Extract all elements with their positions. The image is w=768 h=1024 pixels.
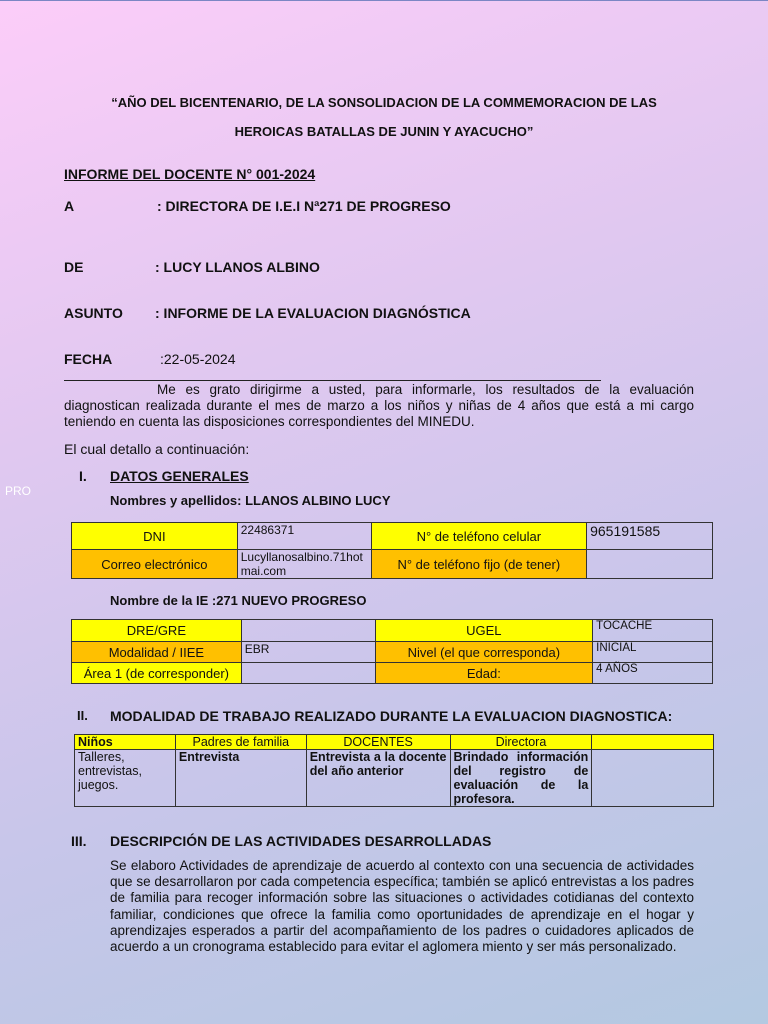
level-label: Nivel (el que corresponda) bbox=[375, 642, 593, 663]
watermark-text: PRO bbox=[5, 484, 32, 498]
section2-number: II. bbox=[77, 708, 88, 723]
detail-line: El cual detallo a continuación: bbox=[64, 441, 250, 457]
area-value bbox=[241, 663, 375, 684]
table-row bbox=[72, 620, 713, 642]
section3-number: III. bbox=[71, 833, 87, 849]
to-label: A bbox=[64, 198, 75, 214]
date-value: :22-05-2024 bbox=[160, 351, 236, 367]
table-row bbox=[75, 735, 714, 750]
ugel-label: UGEL bbox=[375, 620, 593, 642]
separator-line bbox=[64, 380, 601, 381]
cellphone-label: N° de teléfono celular bbox=[371, 523, 587, 550]
header-line-2: HEROICAS BATALLAS DE JUNIN Y AYACUCHO” bbox=[234, 124, 534, 139]
parents-activities: Entrevista bbox=[175, 750, 306, 807]
landline-label: N° de teléfono fijo (de tener) bbox=[371, 550, 587, 579]
table-row bbox=[72, 642, 713, 663]
section1-number: I. bbox=[79, 468, 87, 484]
level-value: INICIAL bbox=[593, 642, 713, 663]
email-label: Correo electrónico bbox=[72, 550, 238, 579]
section2-title: MODALIDAD DE TRABAJO REALIZADO DURANTE LA EVALUACION DIAGNOSTICA: bbox=[110, 708, 673, 724]
from-label: DE bbox=[64, 259, 84, 275]
names-line: Nombres y apellidos: LLANOS ALBINO LUCY bbox=[110, 493, 391, 508]
general-data-table bbox=[71, 522, 713, 579]
empty-cell bbox=[592, 750, 714, 807]
table-row bbox=[72, 663, 713, 684]
work-modality-table bbox=[74, 734, 714, 807]
age-value: 4 AÑOS bbox=[593, 663, 713, 684]
header-line-1: “AÑO DEL BICENTENARIO, DE LA SONSOLIDACION DE LA COMMEMORACION DE LAS bbox=[111, 95, 657, 110]
institution-table bbox=[71, 619, 713, 684]
area-label: Área 1 (de corresponder) bbox=[72, 663, 242, 684]
cellphone-value: 965191585 bbox=[587, 523, 713, 550]
dre-label: DRE/GRE bbox=[72, 620, 242, 642]
intro-paragraph: Me es grato dirigirme a usted, para informarle, los resultados de la evaluación diagnostican realizada durante el mes de marzo a los niños y niñas de 4 años que está a mi cargo teniendo en cuenta las disposiciones correspondientes del MINEDU. bbox=[64, 382, 694, 430]
landline-value bbox=[587, 550, 713, 579]
table-row bbox=[75, 750, 714, 807]
modality-value: EBR bbox=[241, 642, 375, 663]
dni-value: 22486371 bbox=[237, 523, 371, 550]
section1-title: DATOS GENERALES bbox=[110, 468, 249, 484]
date-label: FECHA bbox=[64, 351, 113, 367]
header-parents: Padres de familia bbox=[175, 735, 306, 750]
modality-label: Modalidad / IIEE bbox=[72, 642, 242, 663]
from-value: : LUCY LLANOS ALBINO bbox=[155, 259, 320, 275]
email-value: Lucyllanosalbino.71hotmai.com bbox=[237, 550, 371, 579]
to-value: : DIRECTORA DE I.E.I Nª271 DE PROGRESO bbox=[157, 198, 451, 214]
children-activities: Talleres, entrevistas, juegos. bbox=[75, 750, 176, 807]
report-title: INFORME DEL DOCENTE N° 001-2024 bbox=[64, 166, 316, 182]
header-empty bbox=[592, 735, 714, 750]
header-children: Niños bbox=[75, 735, 176, 750]
header-teachers: DOCENTES bbox=[306, 735, 450, 750]
top-border-line bbox=[0, 0, 768, 1]
dni-label: DNI bbox=[72, 523, 238, 550]
subject-value: : INFORME DE LA EVALUACION DIAGNÓSTICA bbox=[155, 305, 471, 321]
age-label: Edad: bbox=[375, 663, 593, 684]
director-activities: Brindado información del registro de evaluación de la profesora. bbox=[450, 750, 592, 807]
table-row bbox=[72, 550, 713, 579]
teachers-activities: Entrevista a la docente del año anterior bbox=[306, 750, 450, 807]
subject-label: ASUNTO bbox=[64, 305, 123, 321]
ugel-value: TOCACHE bbox=[593, 620, 713, 642]
section3-paragraph: Se elaboro Actividades de aprendizaje de acuerdo al contexto con una secuencia de actividades que se desarrollaron por cada competencia específica; también se aplicó entrevistas a los padres de familia para recoger información sobre las situaciones o actividades cotidianas del contexto familiar, condiciones que ofrece la familia como oportunidades de aprendizaje en el hogar y aprendizajes esperados a partir del acompañamiento de los padres o cuidadores aplicados de acuerdo a un cronograma establecido para evitar el aglomera miento y ser más personalizado. bbox=[110, 858, 694, 955]
table-row bbox=[72, 523, 713, 550]
ie-name-line: Nombre de la IE :271 NUEVO PROGRESO bbox=[110, 593, 367, 608]
dre-value bbox=[241, 620, 375, 642]
header-director: Directora bbox=[450, 735, 592, 750]
section3-title: DESCRIPCIÓN DE LAS ACTIVIDADES DESARROLLADAS bbox=[110, 833, 492, 849]
